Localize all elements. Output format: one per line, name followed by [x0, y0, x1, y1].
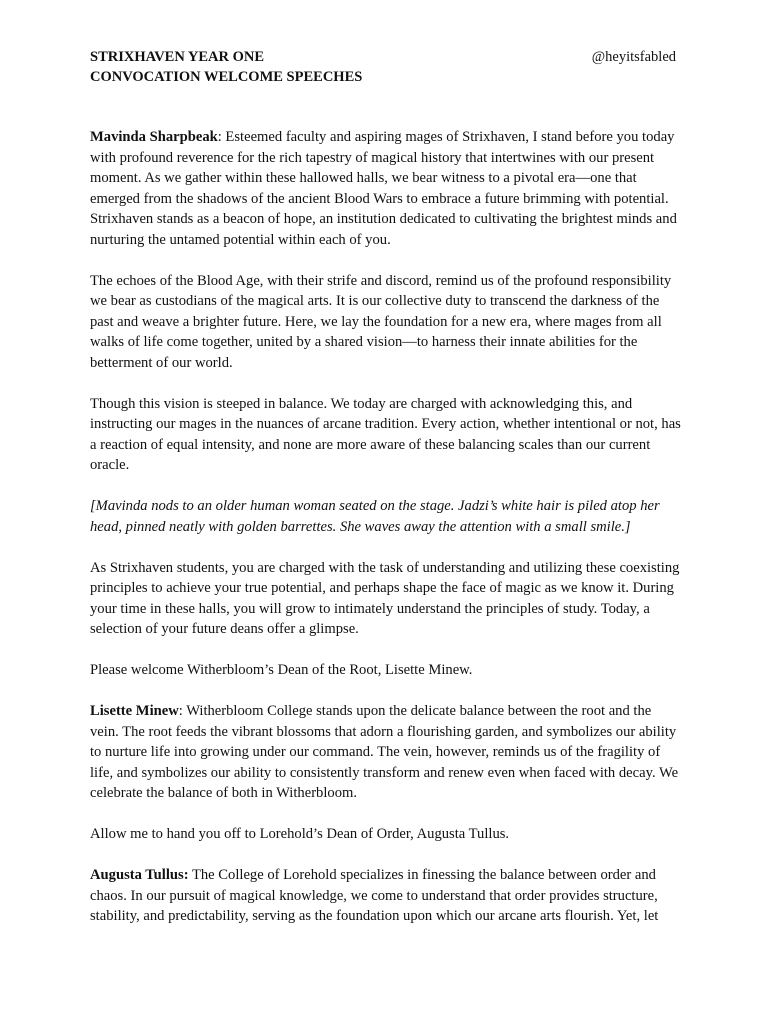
paragraph	[90, 394, 682, 476]
speaker-name: Augusta Tullus:	[90, 867, 189, 883]
paragraph	[90, 271, 682, 374]
paragraph	[90, 701, 682, 804]
document-title-line-2: CONVOCATION WELCOME SPEECHES	[90, 69, 363, 85]
speaker-name: Mavinda Sharpbeak	[90, 129, 218, 145]
paragraph	[90, 824, 682, 845]
document-header	[90, 47, 676, 87]
paragraph	[90, 865, 682, 927]
paragraph	[90, 660, 682, 681]
author-handle: @heyitsfabled	[591, 49, 676, 65]
paragraph	[90, 127, 682, 250]
paragraph-text: : Esteemed faculty and aspiring mages of Strixhaven, I stand before you today with profound reverence for the rich tapestry of magical history that intertwines with our present moment. As we gather within these hallowed halls, we bear witness to a pivotal era—one that emerged from the shadows of the ancient Blood Wars to embrace a future brimming with potential. Strixhaven stands as a beacon of hope, an institution dedicated to cultivating the brightest minds and nurturing the untamed potential within each of you.	[90, 129, 677, 248]
speaker-name: Lisette Minew	[90, 703, 179, 719]
paragraph-text: Though this vision is steeped in balance. We today are charged with acknowledging this, and instructing our mages in the nuances of arcane tradition. Every action, whether intentional or not, has a reaction of equal intensity, and none are more aware of these balancing scales than our current oracle.	[90, 395, 681, 473]
paragraph-text: As Strixhaven students, you are charged with the task of understanding and utilizing these coexisting principles to achieve your true potential, and perhaps shape the face of magic as we know it. During your time in these halls, you will grow to intimately understand the principles of study. Today, a selection of your future deans offer a glimpse.	[90, 559, 680, 637]
stage-direction	[90, 496, 682, 537]
paragraph-text: Please welcome Witherbloom’s Dean of the Root, Lisette Minew.	[90, 662, 473, 678]
paragraph-text: The College of Lorehold specializes in finessing the balance between order and chaos. In our pursuit of magical knowledge, we come to understand that order provides structure, stability, and predictability, serving as the foundation upon which our arcane arts flourish. Yet, let	[90, 867, 659, 924]
paragraph	[90, 558, 682, 640]
document-title-line-1: STRIXHAVEN YEAR ONE	[90, 49, 265, 65]
paragraph-text: The echoes of the Blood Age, with their strife and discord, remind us of the profound responsibility we bear as custodians of the magical arts. It is our collective duty to transcend the darkness of the past and weave a brighter future. Here, we lay the foundation for a new era, where mages from all walks of life come together, united by a shared vision—to harness their innate abilities for the betterment of our world.	[90, 272, 672, 371]
stage-direction-text: [Mavinda nods to an older human woman seated on the stage. Jadzi’s white hair is piled atop her head, pinned neatly with golden barrettes. She waves away the attention with a small smile.]	[90, 498, 660, 535]
document-body	[90, 127, 682, 947]
paragraph-text: Allow me to hand you off to Lorehold’s Dean of Order, Augusta Tullus.	[90, 826, 510, 842]
paragraph-text: : Witherbloom College stands upon the delicate balance between the root and the vein. The root feeds the vibrant blossoms that adorn a flourishing garden, and symbolizes our ability to nurture life into growing under our command. The vein, however, reminds us of the fragility of life, and symbolizes our ability to consistently transform and renew even when faced with decay. We celebrate the balance of both in Witherbloom.	[90, 703, 679, 801]
